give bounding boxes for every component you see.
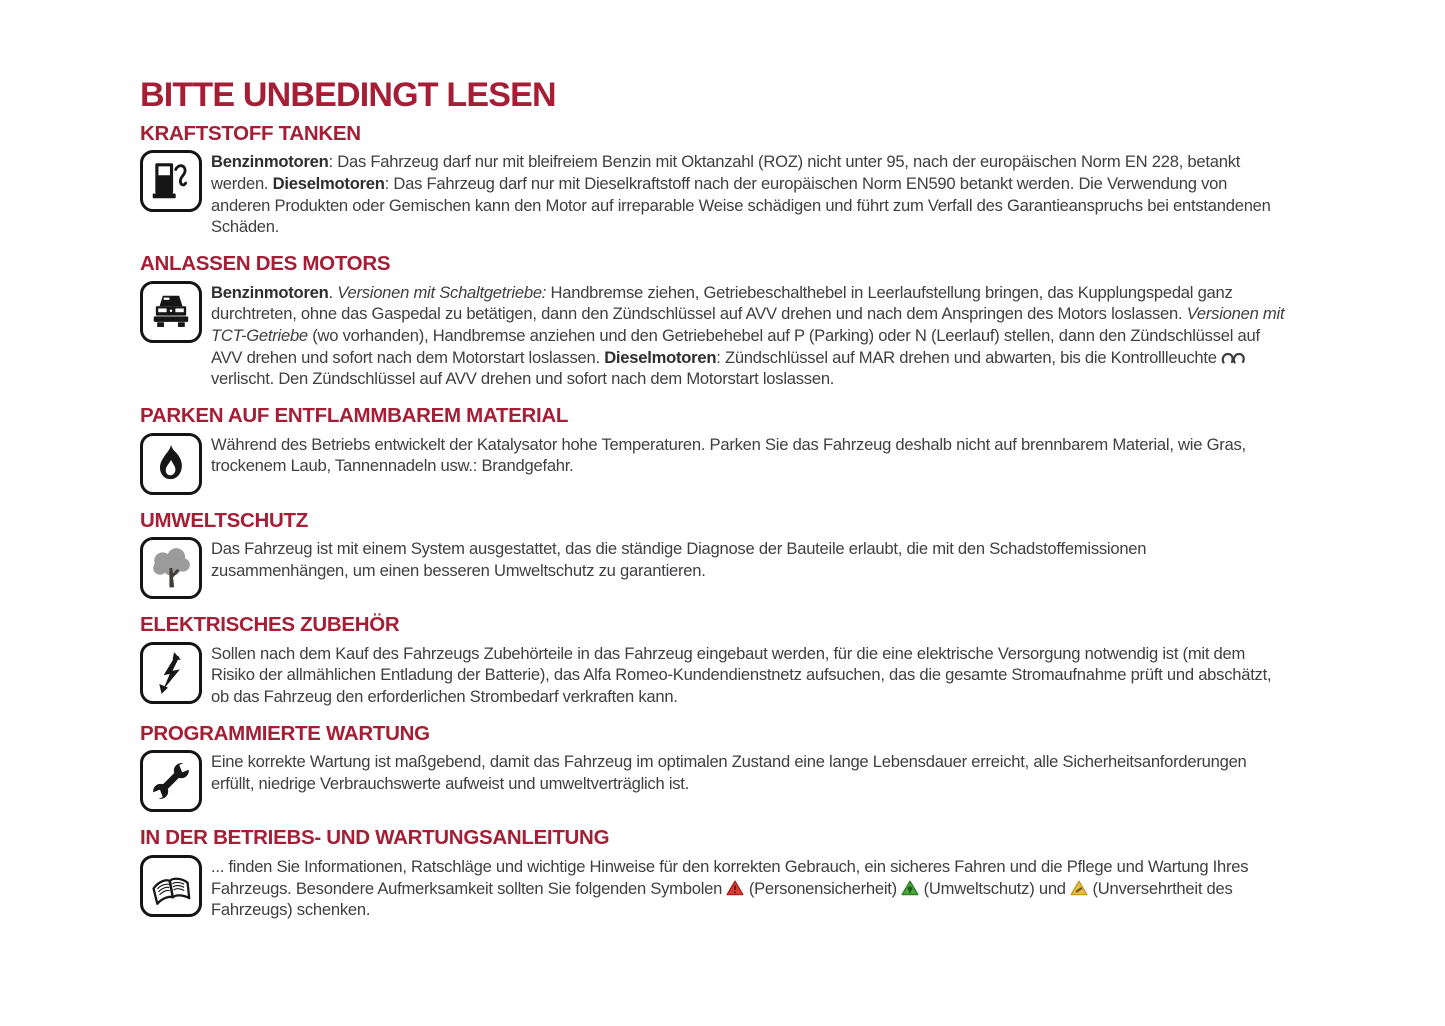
section-heading: PROGRAMMIERTE WARTUNG [140,721,430,745]
environment-warning-icon [901,880,919,896]
section-body [211,433,1287,477]
section-body [211,537,1287,581]
manual-section [140,614,1287,708]
section-row [140,855,1287,921]
tree-icon [140,537,202,599]
text-segment: (Personensicherheit) [744,878,902,898]
section-body [211,281,1287,391]
manual-section [140,123,1287,238]
manual-section [140,510,1287,600]
manual-section [140,405,1287,495]
text-segment: : Das Fahrzeug darf nur mit Dieselkraftstoff nach der europäischen Norm EN590 betankt werden. Die Verwendung von anderen Produkten oder Gemischen kann den Motor auf irreparable Weise schädigen und führt zum Verfall des Garantieanspruchs bei entstandenen Schäden. [211,173,1271,237]
section-heading: ELEKTRISCHES ZUBEHÖR [140,613,400,637]
section-row [140,281,1287,391]
manual-section [140,723,1287,813]
text-segment: (wo vorhanden), Handbremse anziehen und den Getriebehebel auf P (Parking) oder N (Leerlauf) stellen, dann den Zündschlüssel auf AVV drehen und sofort nach dem Motorstart loslassen. [211,326,1260,367]
glow-plug-indicator-icon [1221,351,1247,365]
section-body [211,750,1287,794]
text-segment: Dieselmotoren [272,173,385,193]
text-segment: Versionen mit Schaltgetriebe: [337,282,547,302]
section-body [211,855,1287,921]
section-row [140,537,1287,599]
manual-section [140,827,1287,921]
text-segment: Das Fahrzeug ist mit einem System ausgestattet, das die ständige Diagnose der Bauteile erlaubt, die mit den Schadstoffemissionen zusammenhängen, um einen besseren Umweltschutz zu garantieren. [211,539,1147,580]
car-front-icon [140,281,202,343]
manual-section [140,253,1287,390]
lightning-bolt-icon [140,642,202,704]
vehicle-integrity-warning-icon [1070,880,1088,896]
section-heading: IN DER BETRIEBS- UND WARTUNGSANLEITUNG [140,826,610,850]
open-book-icon [140,855,202,917]
text-segment: ... finden Sie Informationen, Ratschläge und wichtige Hinweise für den korrekten Gebrauch, ein sicheres Fahren und die Pflege und Wartung Ihres Fahrzeugs. Besondere Aufmerksamkeit sollten Sie folgenden Symbolen [211,856,1249,898]
wrench-icon [140,750,202,812]
text-segment: Handbremse ziehen, Getriebeschalthebel in Leerlaufstellung bringen, das Kupplungspedal ganz durchtreten, ohne das Gaspedal zu betätigen, dann den Zündschlüssel auf AVV drehen und nach dem Anspringen des Motors loslassen. [211,282,1233,324]
flame-icon [140,433,202,495]
page-title: BITTE UNBEDINGT LESEN [140,76,556,114]
text-segment: : Das Fahrzeug darf nur mit bleifreiem Benzin mit Oktanzahl (ROZ) nicht unter 95, nach der europäischen Norm EN 228, betankt werden. [211,152,1241,193]
section-heading: ANLASSEN DES MOTORS [140,252,391,276]
section-row [140,642,1287,708]
text-segment: . [328,282,338,302]
section-heading: KRAFTSTOFF TANKEN [140,121,361,145]
personal-safety-warning-icon [726,880,744,896]
section-heading: UMWELTSCHUTZ [140,508,308,532]
section-row [140,433,1287,495]
section-body [211,642,1287,708]
fuel-pump-icon [140,150,202,212]
text-segment: : Zündschlüssel auf MAR drehen und abwarten, bis die Kontrollleuchte [716,347,1222,367]
text-segment: Versionen mit TCT-Getriebe [211,304,1285,345]
section-row [140,750,1287,812]
sections [140,123,1287,921]
text-segment: Benzinmotoren [211,282,329,302]
text-segment: (Umweltschutz) und [919,878,1071,898]
section-body [211,150,1287,238]
text-segment: Benzinmotoren [211,152,329,172]
text-segment: Dieselmotoren [604,347,717,367]
text-segment: (Unversehrtheit des Fahrzeugs) schenken. [211,878,1233,920]
text-segment: verlischt. Den Zündschlüssel auf AVV drehen und sofort nach dem Motorstart loslassen. [211,369,835,389]
text-segment: Eine korrekte Wartung ist maßgebend, damit das Fahrzeug im optimalen Zustand eine lange Lebensdauer erreicht, alle Sicherheitsanforderungen erfüllt, niedrige Verbrauchswerte aufweist und umweltverträglich ist. [211,752,1247,794]
text-segment: Sollen nach dem Kauf des Fahrzeugs Zubehörteile in das Fahrzeug eingebaut werden, für die eine elektrische Versorgung notwendig ist (mit dem Risiko der allmählichen Entladung der Batterie), das Alfa Romeo-Kundendienstnetz aufsuchen, das die gesamte Stromaufnahme prüft und abschätzt, ob das Fahrzeug den erforderlichen Strombedarf verkraften kann. [211,643,1272,707]
section-heading: PARKEN AUF ENTFLAMMBAREM MATERIAL [140,404,569,428]
text-segment: Während des Betriebs entwickelt der Katalysator hohe Temperaturen. Parken Sie das Fahrzeug deshalb nicht auf brennbarem Material, wie Gras, trockenem Laub, Tannennadeln usw.: Brandgefahr. [211,434,1246,476]
section-row [140,150,1287,238]
